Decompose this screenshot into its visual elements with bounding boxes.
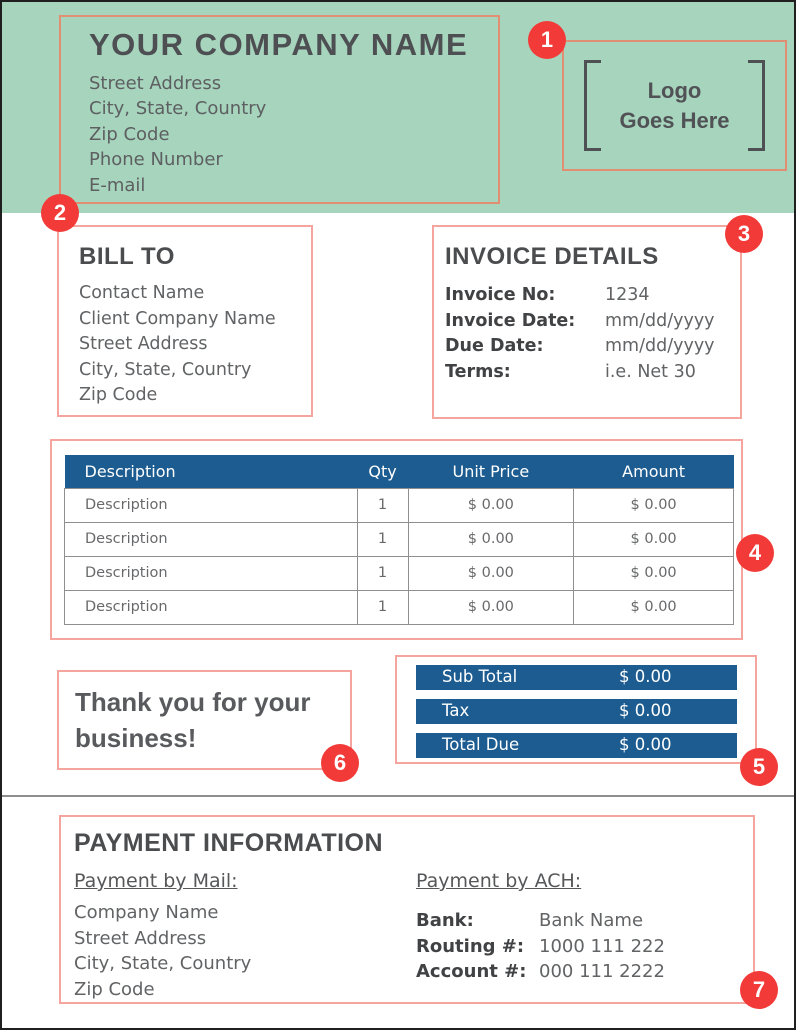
tax-value: $ 0.00 [619,701,672,720]
table-header-row [65,455,734,488]
annotation-badge-1: 1 [528,21,566,59]
payment-by-ach-title: Payment by ACH: [416,870,582,892]
account-number-row [416,959,746,985]
routing-number-value: 1000 111 222 [539,935,665,957]
due-date-value: mm/dd/yyyy [605,336,715,357]
annotation-badge-7: 7 [740,971,778,1009]
item-unit-price: $ 0.00 [408,556,574,590]
payment-by-mail-column [74,870,404,1002]
subtotal-label: Sub Total [442,667,518,686]
terms-label: Terms: [445,361,511,382]
routing-number-label: Routing #: [416,935,525,957]
total-due-row [416,733,737,758]
thank-you-message: Thank you for your business! [75,687,311,753]
item-unit-price: $ 0.00 [408,590,574,624]
logo-placeholder-label: Logo Goes Here [619,77,730,133]
due-date-row [445,334,740,360]
item-amount: $ 0.00 [574,556,734,590]
tax-row [416,699,737,724]
mail-company-name: Company Name [74,902,219,923]
item-description: Description [65,522,358,556]
invoice-date-row [445,309,740,335]
annotation-badge-4: 4 [736,534,774,572]
terms-value: i.e. Net 30 [605,361,696,382]
payment-information-title: PAYMENT INFORMATION [74,829,384,857]
total-due-label: Total Due [442,735,520,754]
bank-row [416,908,746,934]
item-unit-price: $ 0.00 [408,488,574,522]
company-phone-number: Phone Number [89,149,223,171]
company-name: YOUR COMPANY NAME [89,27,469,62]
company-info-box [59,15,500,204]
subtotal-row [416,665,737,690]
item-description: Description [65,556,358,590]
invoice-details-box [432,225,742,419]
table-row [65,522,734,556]
table-row [65,488,734,522]
column-header-description: Description [65,455,358,488]
account-number-value: 000 111 2222 [539,961,665,982]
item-amount: $ 0.00 [574,522,734,556]
mail-street-address: Street Address [74,927,207,949]
bill-to-client-company: Client Company Name [79,308,276,329]
item-qty: 1 [357,522,408,556]
mail-city-state-country: City, State, Country [74,953,252,974]
subtotal-value: $ 0.00 [619,667,672,686]
mail-zip-code: Zip Code [74,978,155,1000]
payment-information-box [59,815,755,1004]
totals-box [395,655,757,764]
thank-you-box [57,670,352,770]
company-zip-code: Zip Code [89,123,170,145]
section-divider [2,795,794,797]
account-number-label: Account #: [416,961,527,982]
item-amount: $ 0.00 [574,488,734,522]
total-due-value: $ 0.00 [619,735,672,754]
logo-placeholder-box [562,40,787,171]
bill-to-street-address: Street Address [79,334,208,355]
line-items-table [64,455,734,625]
column-header-amount: Amount [574,455,734,488]
company-street-address: Street Address [89,73,222,94]
line-items-box [50,439,743,640]
bill-to-city-state-country: City, State, Country [79,359,252,380]
item-description: Description [65,488,358,522]
payment-by-mail-title: Payment by Mail: [74,870,238,892]
column-header-unit-price: Unit Price [408,455,574,488]
invoice-number-row [445,283,740,309]
annotation-badge-3: 3 [725,215,763,253]
invoice-date-label: Invoice Date: [445,310,576,331]
bill-to-title: BILL TO [79,243,175,270]
bank-value: Bank Name [539,910,644,931]
item-qty: 1 [357,556,408,590]
company-email: E-mail [89,174,146,196]
annotation-badge-6: 6 [321,744,359,782]
bill-to-zip-code: Zip Code [79,385,158,406]
table-row [65,556,734,590]
bank-label: Bank: [416,910,474,931]
annotation-badge-2: 2 [41,194,79,232]
bill-to-contact-name: Contact Name [79,283,205,303]
tax-label: Tax [442,701,470,720]
item-qty: 1 [357,488,408,522]
item-description: Description [65,590,358,624]
annotation-badge-5: 5 [740,748,778,786]
company-city-state-country: City, State, Country [89,98,267,120]
due-date-label: Due Date: [445,336,544,357]
invoice-date-value: mm/dd/yyyy [605,310,715,331]
terms-row [445,360,740,386]
item-unit-price: $ 0.00 [408,522,574,556]
payment-by-ach-column [416,870,746,985]
invoice-details-title: INVOICE DETAILS [445,243,659,270]
bill-to-box [57,225,313,417]
invoice-number-label: Invoice No: [445,285,556,305]
column-header-qty: Qty [357,455,408,488]
invoice-number-value: 1234 [605,285,650,305]
item-qty: 1 [357,590,408,624]
item-amount: $ 0.00 [574,590,734,624]
table-row [65,590,734,624]
routing-number-row [416,934,746,960]
